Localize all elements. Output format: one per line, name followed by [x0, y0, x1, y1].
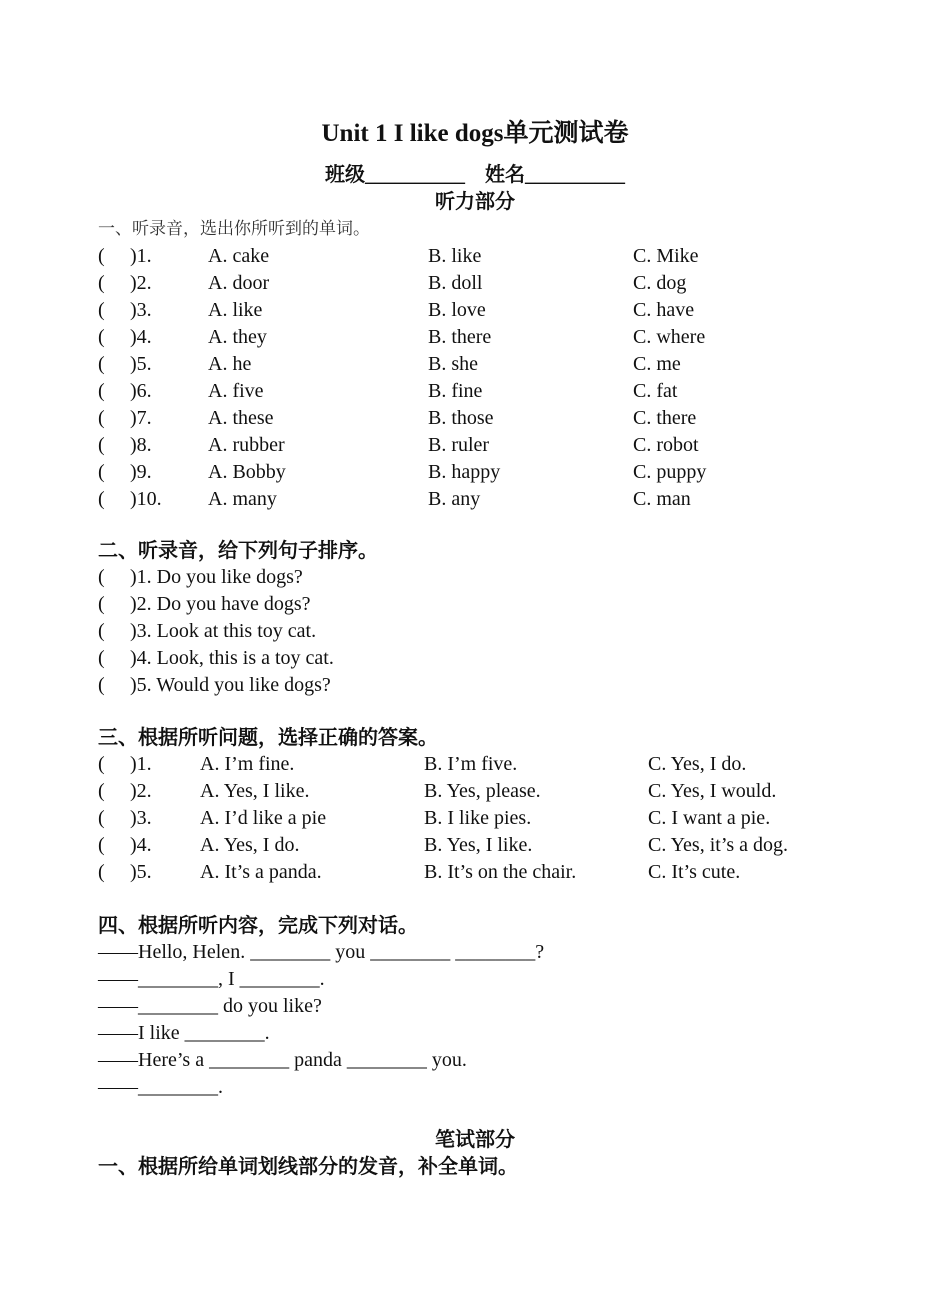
section3-list	[98, 751, 858, 886]
option-a: A. It’s a panda.	[200, 861, 322, 883]
answer-paren[interactable]: (	[98, 461, 105, 483]
question-row	[98, 351, 858, 378]
option-a: A. these	[208, 407, 274, 429]
sentence-text: )5. Would you like dogs?	[130, 674, 331, 696]
class-name-line	[0, 160, 950, 190]
option-c: C. robot	[633, 434, 699, 456]
writing-part-heading: 笔试部分	[435, 1129, 515, 1151]
section1-list	[98, 243, 858, 513]
writing-section1-title: 一、根据所给单词划线部分的发音，补全单词。	[98, 1156, 518, 1178]
answer-paren[interactable]: (	[98, 593, 105, 615]
question-number: )2.	[130, 272, 152, 294]
option-b: B. there	[428, 326, 492, 348]
answer-paren[interactable]: (	[98, 647, 105, 669]
answer-paren[interactable]: (	[98, 780, 105, 802]
option-c: C. puppy	[633, 461, 707, 483]
question-row	[98, 805, 858, 832]
answer-paren[interactable]: (	[98, 272, 105, 294]
option-a: A. door	[208, 272, 270, 294]
question-row	[98, 324, 858, 351]
option-a: A. he	[208, 353, 252, 375]
question-number: )7.	[130, 407, 152, 429]
section2-list	[98, 564, 858, 699]
question-number: )10.	[130, 488, 162, 510]
answer-paren[interactable]: (	[98, 807, 105, 829]
option-a: A. they	[208, 326, 267, 348]
question-number: )8.	[130, 434, 152, 456]
question-row	[98, 297, 858, 324]
question-number: )1.	[130, 753, 152, 775]
option-b: B. It’s on the chair.	[424, 861, 577, 883]
question-number: )5.	[130, 861, 152, 883]
sentence-row	[98, 645, 858, 672]
option-b: B. Yes, I like.	[424, 834, 533, 856]
option-a: A. like	[208, 299, 263, 321]
option-b: B. happy	[428, 461, 501, 483]
option-b: B. doll	[428, 272, 483, 294]
option-b: B. I’m five.	[424, 753, 518, 775]
option-c: C. man	[633, 488, 691, 510]
option-a: A. rubber	[208, 434, 285, 456]
option-a: A. I’d like a pie	[200, 807, 327, 829]
option-b: B. fine	[428, 380, 483, 402]
answer-paren[interactable]: (	[98, 674, 105, 696]
question-number: )3.	[130, 807, 152, 829]
sentence-text: )2. Do you have dogs?	[130, 593, 311, 615]
option-a: A. I’m fine.	[200, 753, 295, 775]
answer-paren[interactable]: (	[98, 566, 105, 588]
question-row	[98, 832, 858, 859]
answer-paren[interactable]: (	[98, 488, 105, 510]
answer-paren[interactable]: (	[98, 326, 105, 348]
question-row	[98, 751, 858, 778]
question-number: )5.	[130, 353, 152, 375]
question-number: )9.	[130, 461, 152, 483]
page-title: Unit 1 I like dogs单元测试卷	[321, 120, 629, 147]
section1-title: 一、听录音，选出你所听到的单词。	[98, 219, 370, 238]
dialogue	[98, 939, 858, 1101]
section4-title: 四、根据所听内容，完成下列对话。	[98, 915, 418, 937]
option-c: C. I want a pie.	[648, 807, 771, 829]
listening-part-heading: 听力部分	[435, 191, 515, 213]
sentence-text: )4. Look, this is a toy cat.	[130, 647, 334, 669]
question-number: )1.	[130, 245, 152, 267]
question-number: )3.	[130, 299, 152, 321]
dialogue-line: ——Hello, Helen. ________ you ________ ________?	[98, 941, 545, 963]
option-b: B. Yes, please.	[424, 780, 541, 802]
name-label: 姓名__________	[485, 164, 625, 186]
sentence-text: )3. Look at this toy cat.	[130, 620, 317, 642]
sentence-row	[98, 672, 858, 699]
dialogue-line: ——________.	[98, 1076, 223, 1098]
question-row	[98, 270, 858, 297]
dialogue-line: ——________ do you like?	[98, 995, 322, 1017]
question-row	[98, 432, 858, 459]
question-row	[98, 459, 858, 486]
question-number: )6.	[130, 380, 152, 402]
question-row	[98, 778, 858, 805]
dialogue-line: ——________, I ________.	[98, 968, 325, 990]
option-b: B. any	[428, 488, 481, 510]
question-number: )4.	[130, 834, 152, 856]
answer-paren[interactable]: (	[98, 620, 105, 642]
answer-paren[interactable]: (	[98, 245, 105, 267]
question-number: )2.	[130, 780, 152, 802]
option-c: C. have	[633, 299, 695, 321]
question-row	[98, 859, 858, 886]
section3-title: 三、根据所听问题，选择正确的答案。	[98, 727, 438, 749]
option-b: B. like	[428, 245, 482, 267]
option-c: C. fat	[633, 380, 678, 402]
question-row	[98, 243, 858, 270]
answer-paren[interactable]: (	[98, 861, 105, 883]
option-c: C. me	[633, 353, 681, 375]
sentence-row	[98, 618, 858, 645]
answer-paren[interactable]: (	[98, 407, 105, 429]
option-a: A. Yes, I like.	[200, 780, 310, 802]
option-c: C. Yes, it’s a dog.	[648, 834, 789, 856]
class-label: 班级__________	[325, 164, 465, 186]
sentence-row	[98, 591, 858, 618]
sentence-row	[98, 564, 858, 591]
sentence-text: )1. Do you like dogs?	[130, 566, 303, 588]
answer-paren[interactable]: (	[98, 434, 105, 456]
option-a: A. many	[208, 488, 277, 510]
option-a: A. cake	[208, 245, 270, 267]
answer-paren[interactable]: (	[98, 353, 105, 375]
option-b: B. love	[428, 299, 486, 321]
answer-paren[interactable]: (	[98, 753, 105, 775]
question-row	[98, 486, 858, 513]
option-c: C. there	[633, 407, 697, 429]
question-row	[98, 378, 858, 405]
dialogue-line: ——Here’s a ________ panda ________ you.	[98, 1049, 467, 1071]
answer-paren[interactable]: (	[98, 299, 105, 321]
answer-paren[interactable]: (	[98, 834, 105, 856]
option-c: C. It’s cute.	[648, 861, 741, 883]
question-number: )4.	[130, 326, 152, 348]
option-a: A. Yes, I do.	[200, 834, 300, 856]
section2-title: 二、听录音，给下列句子排序。	[98, 540, 378, 562]
option-c: C. Yes, I do.	[648, 753, 747, 775]
option-b: B. those	[428, 407, 494, 429]
option-b: B. she	[428, 353, 478, 375]
option-c: C. dog	[633, 272, 687, 294]
option-a: A. five	[208, 380, 264, 402]
option-c: C. Yes, I would.	[648, 780, 777, 802]
option-c: C. where	[633, 326, 706, 348]
question-row	[98, 405, 858, 432]
option-c: C. Mike	[633, 245, 699, 267]
dialogue-line: ——I like ________.	[98, 1022, 270, 1044]
option-a: A. Bobby	[208, 461, 286, 483]
option-b: B. ruler	[428, 434, 490, 456]
answer-paren[interactable]: (	[98, 380, 105, 402]
option-b: B. I like pies.	[424, 807, 532, 829]
